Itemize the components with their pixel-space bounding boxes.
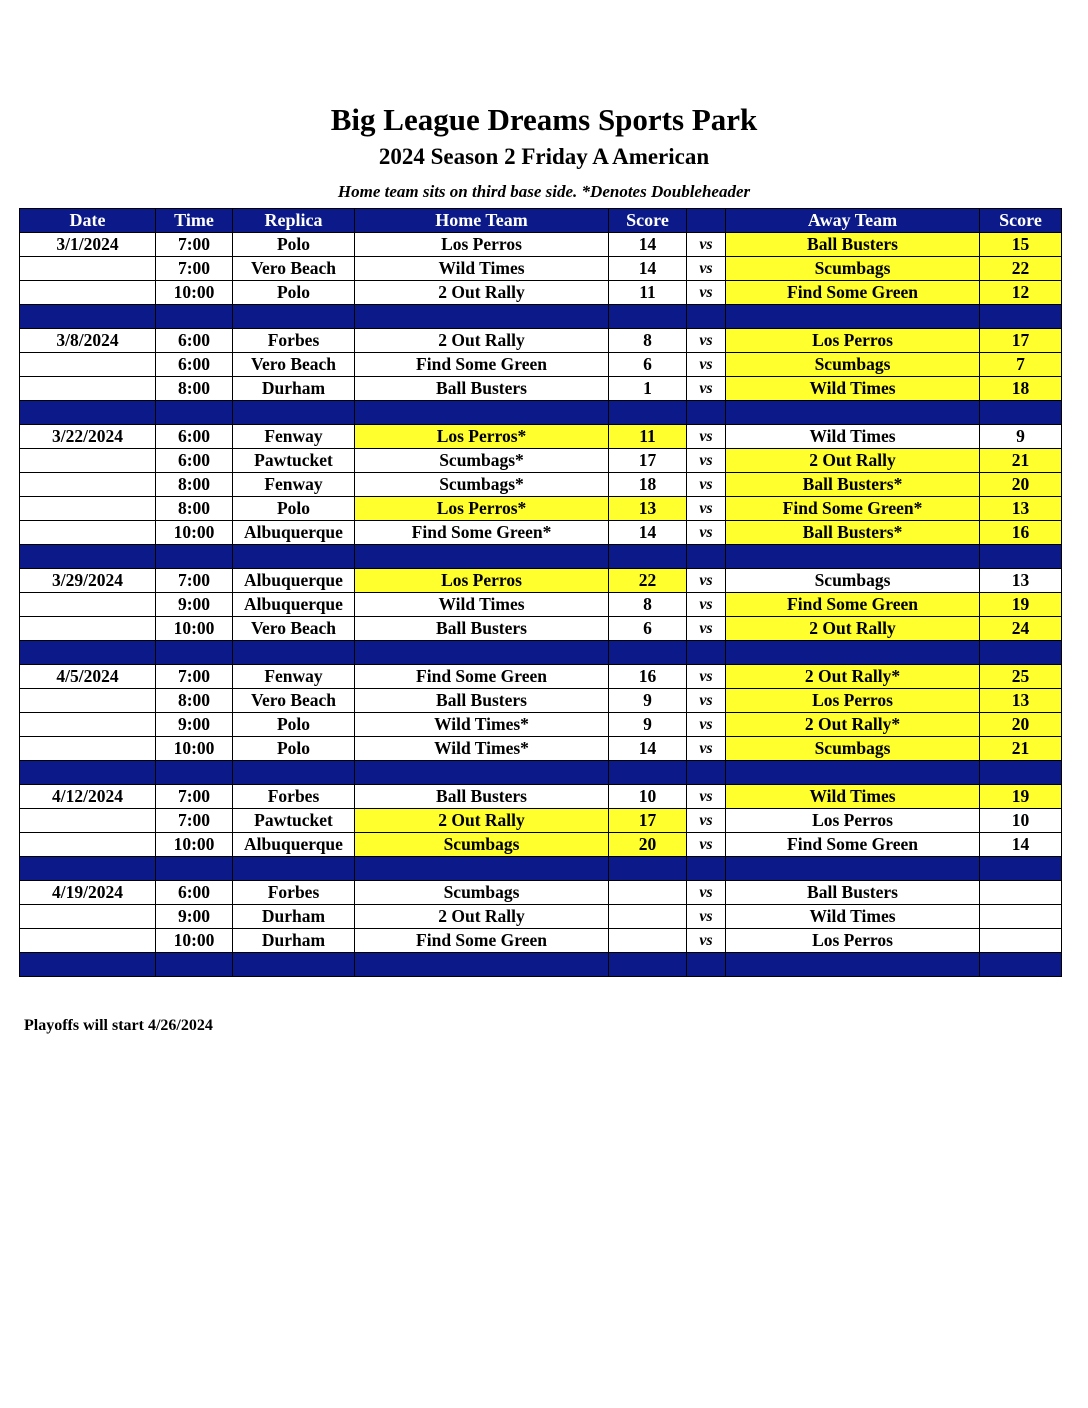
- away-score: 21: [980, 737, 1062, 761]
- vs-label: vs: [687, 281, 726, 305]
- separator-cell: [355, 641, 609, 665]
- separator-cell: [726, 641, 980, 665]
- separator-cell: [609, 401, 687, 425]
- game-row: [20, 233, 1062, 257]
- home-score: 14: [609, 233, 687, 257]
- separator-cell: [233, 953, 355, 977]
- separator-cell: [233, 305, 355, 329]
- separator-cell: [609, 305, 687, 329]
- game-replica: Albuquerque: [233, 593, 355, 617]
- game-date: [20, 377, 156, 401]
- game-replica: Fenway: [233, 425, 355, 449]
- away-score: [980, 929, 1062, 953]
- separator-cell: [20, 305, 156, 329]
- game-time: 8:00: [156, 689, 233, 713]
- home-score: 6: [609, 353, 687, 377]
- vs-label: vs: [687, 665, 726, 689]
- game-time: 10:00: [156, 929, 233, 953]
- vs-label: vs: [687, 881, 726, 905]
- separator-cell: [609, 761, 687, 785]
- game-date: [20, 809, 156, 833]
- away-team: 2 Out Rally*: [726, 665, 980, 689]
- col-header-away-score: Score: [980, 209, 1062, 233]
- home-score: 8: [609, 329, 687, 353]
- game-replica: Polo: [233, 737, 355, 761]
- game-replica: Fenway: [233, 665, 355, 689]
- home-team: Scumbags*: [355, 449, 609, 473]
- game-date: [20, 353, 156, 377]
- home-score: 16: [609, 665, 687, 689]
- playoffs-note: Playoffs will start 4/26/2024: [24, 1017, 213, 1034]
- separator-cell: [233, 761, 355, 785]
- game-date: 3/1/2024: [20, 233, 156, 257]
- game-replica: Durham: [233, 377, 355, 401]
- home-team: Wild Times: [355, 257, 609, 281]
- home-team: Find Some Green*: [355, 521, 609, 545]
- separator-cell: [20, 953, 156, 977]
- game-date: 3/22/2024: [20, 425, 156, 449]
- away-score: 25: [980, 665, 1062, 689]
- game-date: 3/8/2024: [20, 329, 156, 353]
- separator-cell: [726, 953, 980, 977]
- away-team: Los Perros: [726, 689, 980, 713]
- away-score: 21: [980, 449, 1062, 473]
- game-replica: Pawtucket: [233, 809, 355, 833]
- game-row: [20, 449, 1062, 473]
- separator-cell: [156, 305, 233, 329]
- game-replica: Forbes: [233, 785, 355, 809]
- away-score: 19: [980, 593, 1062, 617]
- game-row: [20, 737, 1062, 761]
- separator-cell: [980, 953, 1062, 977]
- game-row: [20, 665, 1062, 689]
- home-team: Los Perros: [355, 233, 609, 257]
- home-team: Los Perros*: [355, 497, 609, 521]
- game-replica: Vero Beach: [233, 617, 355, 641]
- col-header-away-team: Away Team: [726, 209, 980, 233]
- separator-cell: [20, 545, 156, 569]
- game-time: 9:00: [156, 713, 233, 737]
- home-team: Scumbags*: [355, 473, 609, 497]
- home-team: Scumbags: [355, 833, 609, 857]
- separator-cell: [156, 401, 233, 425]
- away-score: 15: [980, 233, 1062, 257]
- separator-cell: [687, 305, 726, 329]
- vs-label: vs: [687, 377, 726, 401]
- game-row: [20, 329, 1062, 353]
- game-date: [20, 713, 156, 737]
- game-row: [20, 617, 1062, 641]
- game-replica: Durham: [233, 905, 355, 929]
- game-time: 7:00: [156, 257, 233, 281]
- vs-label: vs: [687, 689, 726, 713]
- game-row: [20, 905, 1062, 929]
- separator-cell: [355, 953, 609, 977]
- game-time: 10:00: [156, 617, 233, 641]
- away-team: Los Perros: [726, 929, 980, 953]
- table-header-row: [20, 209, 1062, 233]
- away-team: Scumbags: [726, 737, 980, 761]
- separator-cell: [980, 305, 1062, 329]
- away-score: 13: [980, 689, 1062, 713]
- game-replica: Albuquerque: [233, 569, 355, 593]
- home-score: 11: [609, 281, 687, 305]
- vs-label: vs: [687, 833, 726, 857]
- separator-cell: [980, 857, 1062, 881]
- col-header-replica: Replica: [233, 209, 355, 233]
- separator-cell: [687, 857, 726, 881]
- game-row: [20, 353, 1062, 377]
- away-score: 17: [980, 329, 1062, 353]
- separator-cell: [609, 857, 687, 881]
- game-date: [20, 281, 156, 305]
- separator-cell: [156, 641, 233, 665]
- week-separator-row: [20, 641, 1062, 665]
- game-replica: Vero Beach: [233, 353, 355, 377]
- away-team: Ball Busters: [726, 881, 980, 905]
- game-row: [20, 593, 1062, 617]
- away-score: 18: [980, 377, 1062, 401]
- home-score: 9: [609, 689, 687, 713]
- game-row: [20, 425, 1062, 449]
- game-row: [20, 569, 1062, 593]
- home-team: Wild Times*: [355, 737, 609, 761]
- game-replica: Forbes: [233, 329, 355, 353]
- away-score: 12: [980, 281, 1062, 305]
- home-score: 14: [609, 521, 687, 545]
- home-team: Los Perros*: [355, 425, 609, 449]
- separator-cell: [609, 545, 687, 569]
- game-date: [20, 449, 156, 473]
- page-title: Big League Dreams Sports Park: [330, 102, 758, 137]
- separator-cell: [355, 761, 609, 785]
- separator-cell: [687, 761, 726, 785]
- separator-cell: [726, 305, 980, 329]
- game-time: 10:00: [156, 737, 233, 761]
- vs-label: vs: [687, 569, 726, 593]
- away-team: 2 Out Rally: [726, 617, 980, 641]
- game-date: 3/29/2024: [20, 569, 156, 593]
- week-separator-row: [20, 857, 1062, 881]
- game-time: 8:00: [156, 473, 233, 497]
- game-row: [20, 713, 1062, 737]
- away-team: Wild Times: [726, 785, 980, 809]
- away-team: Ball Busters*: [726, 521, 980, 545]
- game-time: 7:00: [156, 665, 233, 689]
- game-row: [20, 473, 1062, 497]
- game-replica: Vero Beach: [233, 257, 355, 281]
- game-date: [20, 689, 156, 713]
- separator-cell: [687, 401, 726, 425]
- vs-label: vs: [687, 473, 726, 497]
- game-date: [20, 833, 156, 857]
- separator-cell: [726, 857, 980, 881]
- away-score: [980, 881, 1062, 905]
- game-replica: Polo: [233, 233, 355, 257]
- away-score: 16: [980, 521, 1062, 545]
- away-team: Scumbags: [726, 353, 980, 377]
- vs-label: vs: [687, 785, 726, 809]
- separator-cell: [20, 857, 156, 881]
- away-team: Wild Times: [726, 425, 980, 449]
- game-row: [20, 833, 1062, 857]
- separator-cell: [726, 545, 980, 569]
- game-time: 10:00: [156, 281, 233, 305]
- vs-label: vs: [687, 593, 726, 617]
- game-time: 10:00: [156, 833, 233, 857]
- away-score: 9: [980, 425, 1062, 449]
- game-time: 6:00: [156, 425, 233, 449]
- away-score: 10: [980, 809, 1062, 833]
- game-replica: Polo: [233, 281, 355, 305]
- schedule-note: Home team sits on third base side. *Denotes Doubleheader: [337, 182, 751, 201]
- home-team: Wild Times*: [355, 713, 609, 737]
- home-score: [609, 905, 687, 929]
- game-row: [20, 809, 1062, 833]
- game-row: [20, 521, 1062, 545]
- week-separator-row: [20, 953, 1062, 977]
- week-separator-row: [20, 401, 1062, 425]
- separator-cell: [233, 641, 355, 665]
- away-score: 24: [980, 617, 1062, 641]
- vs-label: vs: [687, 329, 726, 353]
- game-replica: Polo: [233, 497, 355, 521]
- vs-label: vs: [687, 353, 726, 377]
- home-score: 6: [609, 617, 687, 641]
- game-time: 9:00: [156, 905, 233, 929]
- col-header-time: Time: [156, 209, 233, 233]
- game-time: 7:00: [156, 809, 233, 833]
- home-score: [609, 929, 687, 953]
- home-score: 13: [609, 497, 687, 521]
- home-score: 9: [609, 713, 687, 737]
- separator-cell: [726, 401, 980, 425]
- schedule-subtitle: 2024 Season 2 Friday A American: [378, 144, 710, 169]
- separator-cell: [355, 401, 609, 425]
- game-replica: Fenway: [233, 473, 355, 497]
- vs-label: vs: [687, 233, 726, 257]
- home-team: Find Some Green: [355, 353, 609, 377]
- home-team: Find Some Green: [355, 665, 609, 689]
- separator-cell: [980, 761, 1062, 785]
- separator-cell: [20, 761, 156, 785]
- home-score: 17: [609, 809, 687, 833]
- separator-cell: [156, 761, 233, 785]
- home-score: [609, 881, 687, 905]
- separator-cell: [980, 641, 1062, 665]
- away-score: 22: [980, 257, 1062, 281]
- home-team: Ball Busters: [355, 785, 609, 809]
- separator-cell: [609, 641, 687, 665]
- home-score: 22: [609, 569, 687, 593]
- vs-label: vs: [687, 257, 726, 281]
- away-team: Ball Busters*: [726, 473, 980, 497]
- separator-cell: [609, 953, 687, 977]
- away-score: 13: [980, 569, 1062, 593]
- game-row: [20, 689, 1062, 713]
- separator-cell: [156, 545, 233, 569]
- week-separator-row: [20, 545, 1062, 569]
- away-team: Wild Times: [726, 377, 980, 401]
- home-team: Los Perros: [355, 569, 609, 593]
- game-replica: Durham: [233, 929, 355, 953]
- game-replica: Albuquerque: [233, 521, 355, 545]
- away-team: Scumbags: [726, 569, 980, 593]
- away-team: Find Some Green*: [726, 497, 980, 521]
- away-team: Find Some Green: [726, 833, 980, 857]
- game-replica: Polo: [233, 713, 355, 737]
- game-date: 4/19/2024: [20, 881, 156, 905]
- game-time: 8:00: [156, 497, 233, 521]
- game-time: 6:00: [156, 353, 233, 377]
- away-team: Find Some Green: [726, 281, 980, 305]
- away-team: Los Perros: [726, 329, 980, 353]
- col-header-vs: [687, 209, 726, 233]
- home-score: 10: [609, 785, 687, 809]
- away-team: 2 Out Rally: [726, 449, 980, 473]
- week-separator-row: [20, 305, 1062, 329]
- home-score: 8: [609, 593, 687, 617]
- away-score: [980, 905, 1062, 929]
- separator-cell: [355, 545, 609, 569]
- home-team: 2 Out Rally: [355, 905, 609, 929]
- col-header-date: Date: [20, 209, 156, 233]
- game-row: [20, 377, 1062, 401]
- separator-cell: [156, 857, 233, 881]
- away-team: Find Some Green: [726, 593, 980, 617]
- home-score: 11: [609, 425, 687, 449]
- game-time: 6:00: [156, 329, 233, 353]
- game-time: 8:00: [156, 377, 233, 401]
- game-time: 7:00: [156, 233, 233, 257]
- game-row: [20, 497, 1062, 521]
- game-replica: Albuquerque: [233, 833, 355, 857]
- vs-label: vs: [687, 737, 726, 761]
- away-score: 19: [980, 785, 1062, 809]
- separator-cell: [20, 641, 156, 665]
- game-replica: Forbes: [233, 881, 355, 905]
- vs-label: vs: [687, 449, 726, 473]
- home-score: 14: [609, 257, 687, 281]
- home-team: Ball Busters: [355, 689, 609, 713]
- separator-cell: [156, 953, 233, 977]
- game-date: [20, 905, 156, 929]
- game-date: [20, 929, 156, 953]
- separator-cell: [980, 401, 1062, 425]
- separator-cell: [687, 641, 726, 665]
- home-team: Wild Times: [355, 593, 609, 617]
- game-time: 6:00: [156, 881, 233, 905]
- game-date: 4/12/2024: [20, 785, 156, 809]
- home-score: 1: [609, 377, 687, 401]
- away-score: 20: [980, 713, 1062, 737]
- away-score: 14: [980, 833, 1062, 857]
- week-separator-row: [20, 761, 1062, 785]
- col-header-home-team: Home Team: [355, 209, 609, 233]
- vs-label: vs: [687, 521, 726, 545]
- home-team: 2 Out Rally: [355, 809, 609, 833]
- separator-cell: [980, 545, 1062, 569]
- separator-cell: [687, 545, 726, 569]
- game-date: [20, 521, 156, 545]
- game-date: 4/5/2024: [20, 665, 156, 689]
- separator-cell: [687, 953, 726, 977]
- schedule-body: [20, 233, 1062, 977]
- separator-cell: [233, 545, 355, 569]
- game-time: 6:00: [156, 449, 233, 473]
- schedule-table: [19, 208, 1062, 977]
- away-team: 2 Out Rally*: [726, 713, 980, 737]
- away-team: Los Perros: [726, 809, 980, 833]
- game-row: [20, 881, 1062, 905]
- vs-label: vs: [687, 617, 726, 641]
- separator-cell: [355, 857, 609, 881]
- game-date: [20, 593, 156, 617]
- game-row: [20, 929, 1062, 953]
- vs-label: vs: [687, 713, 726, 737]
- vs-label: vs: [687, 809, 726, 833]
- home-score: 14: [609, 737, 687, 761]
- home-team: 2 Out Rally: [355, 329, 609, 353]
- home-score: 20: [609, 833, 687, 857]
- home-team: Find Some Green: [355, 929, 609, 953]
- game-date: [20, 737, 156, 761]
- vs-label: vs: [687, 425, 726, 449]
- game-date: [20, 617, 156, 641]
- home-team: Ball Busters: [355, 617, 609, 641]
- vs-label: vs: [687, 497, 726, 521]
- away-score: 20: [980, 473, 1062, 497]
- separator-cell: [355, 305, 609, 329]
- separator-cell: [20, 401, 156, 425]
- game-date: [20, 257, 156, 281]
- game-time: 10:00: [156, 521, 233, 545]
- separator-cell: [233, 857, 355, 881]
- game-replica: Pawtucket: [233, 449, 355, 473]
- game-row: [20, 281, 1062, 305]
- away-score: 7: [980, 353, 1062, 377]
- col-header-home-score: Score: [609, 209, 687, 233]
- home-team: Scumbags: [355, 881, 609, 905]
- vs-label: vs: [687, 929, 726, 953]
- vs-label: vs: [687, 905, 726, 929]
- away-team: Ball Busters: [726, 233, 980, 257]
- separator-cell: [233, 401, 355, 425]
- home-score: 17: [609, 449, 687, 473]
- game-time: 7:00: [156, 785, 233, 809]
- home-score: 18: [609, 473, 687, 497]
- away-team: Scumbags: [726, 257, 980, 281]
- away-team: Wild Times: [726, 905, 980, 929]
- game-replica: Vero Beach: [233, 689, 355, 713]
- home-team: 2 Out Rally: [355, 281, 609, 305]
- separator-cell: [726, 761, 980, 785]
- game-date: [20, 473, 156, 497]
- game-row: [20, 257, 1062, 281]
- game-time: 9:00: [156, 593, 233, 617]
- game-date: [20, 497, 156, 521]
- away-score: 13: [980, 497, 1062, 521]
- game-row: [20, 785, 1062, 809]
- game-time: 7:00: [156, 569, 233, 593]
- home-team: Ball Busters: [355, 377, 609, 401]
